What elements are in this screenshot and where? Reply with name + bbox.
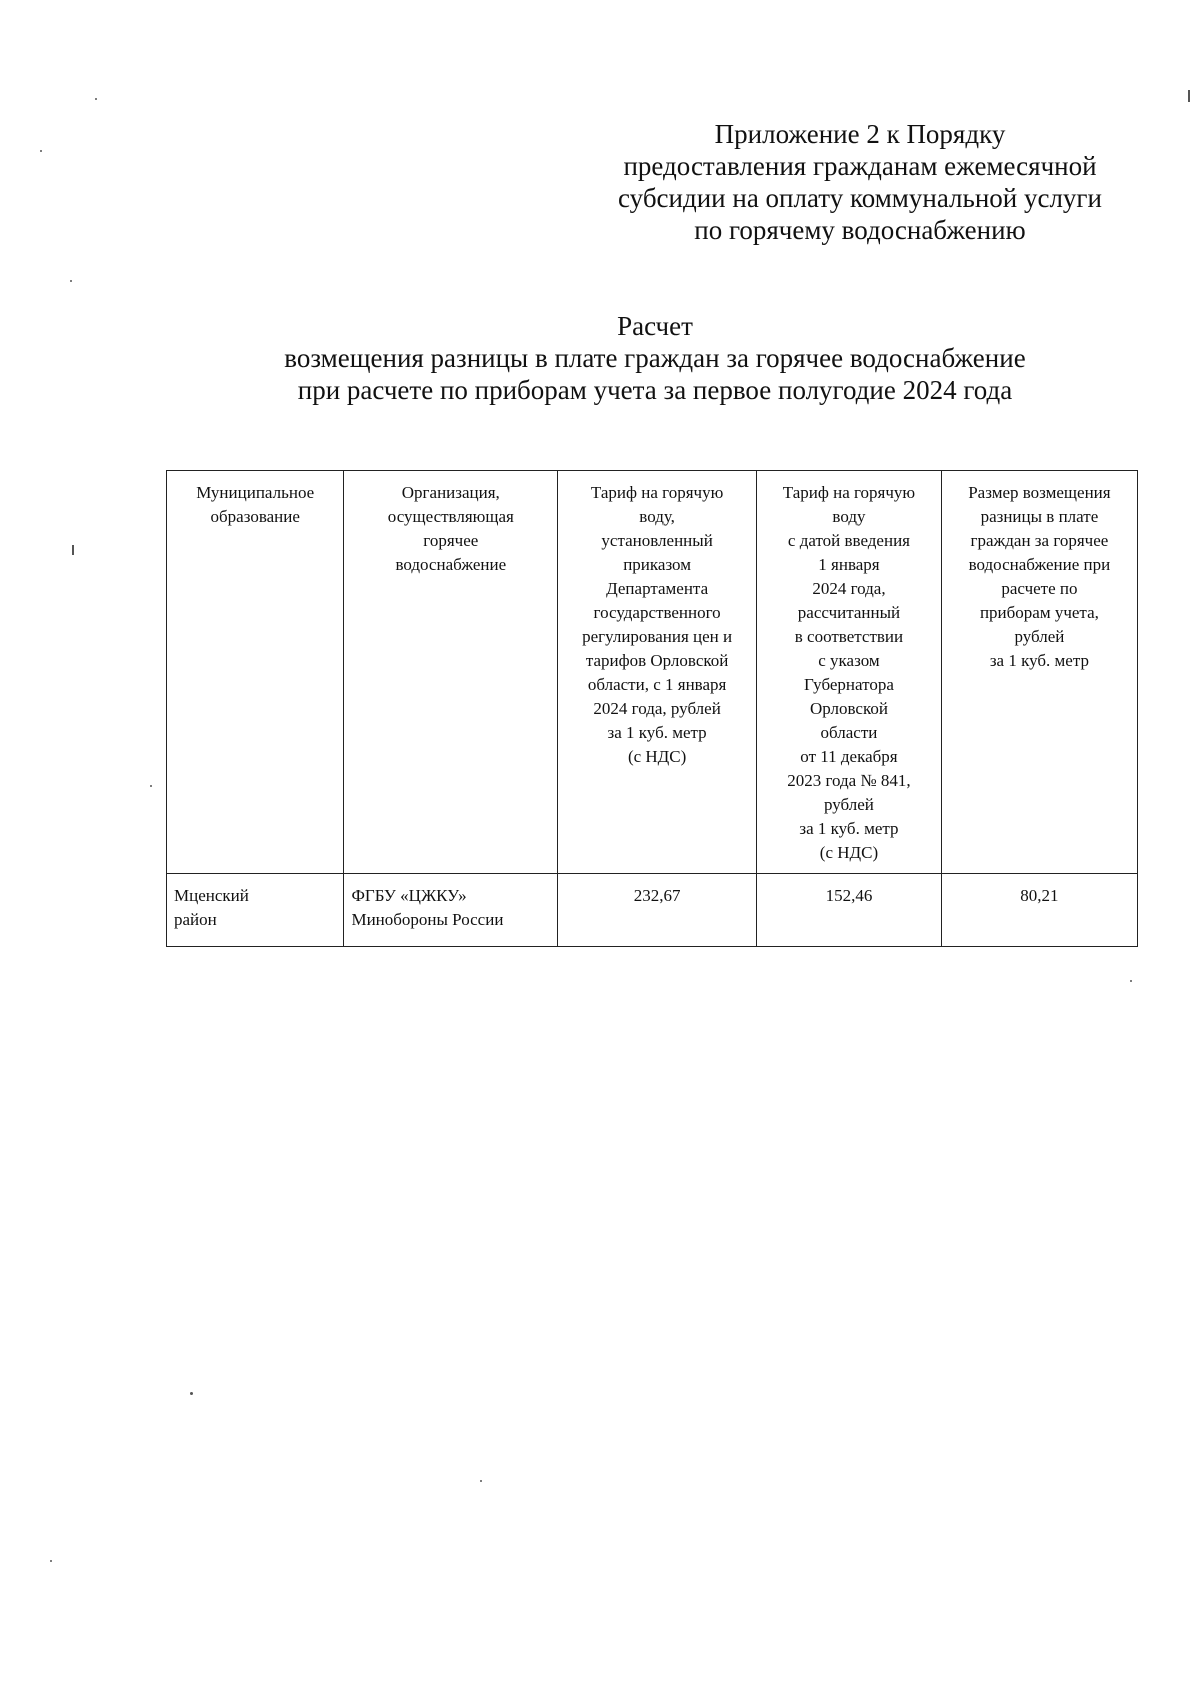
header-line: Тариф на горячую [782, 483, 916, 502]
cell-tariff-department: 232,67 [558, 874, 757, 947]
cell-organization [344, 874, 558, 947]
cell-line: район [174, 910, 217, 929]
header-line: рублей [824, 795, 874, 814]
header-line: 2024 года, [812, 579, 886, 598]
header-line: Губернатора [804, 675, 894, 694]
header-line: за 1 куб. метр [989, 651, 1089, 670]
header-municipality [167, 471, 344, 874]
header-line: 2023 года № 841, [787, 771, 911, 790]
header-line: граждан за горячее [970, 531, 1109, 550]
appendix-line: по горячему водоснабжению [694, 215, 1026, 245]
header-line: области [820, 723, 878, 742]
header-line: области, с 1 января [587, 675, 727, 694]
header-line: водоснабжение при [968, 555, 1111, 574]
header-line: (с НДС) [627, 747, 687, 766]
header-line: тарифов Орловской [585, 651, 729, 670]
title-line: возмещения разницы в плате граждан за горячее водоснабжение [284, 343, 1026, 373]
header-line: Тариф на горячую [590, 483, 724, 502]
title-line: Расчет [617, 311, 693, 341]
scan-speck [50, 1560, 52, 1562]
appendix-line: предоставления гражданам ежемесячной [623, 151, 1097, 181]
header-line: горячее [423, 531, 479, 550]
header-line: установленный [601, 531, 713, 550]
header-compensation [941, 471, 1137, 874]
header-line: 1 января [818, 555, 880, 574]
header-line: 2024 года, рублей [593, 699, 721, 718]
header-line: воду [832, 507, 866, 526]
header-line: воду, [639, 507, 675, 526]
header-line: рублей [1014, 627, 1065, 646]
cell-compensation: 80,21 [941, 874, 1137, 947]
header-line: Размер возмещения [968, 483, 1111, 502]
header-line: регулирования цен и [582, 627, 733, 646]
scan-speck [72, 545, 74, 555]
header-line: приказом [623, 555, 691, 574]
cell-tariff-governor: 152,46 [757, 874, 942, 947]
header-line: государственного [593, 603, 721, 622]
scan-speck [40, 150, 42, 152]
appendix-line: Приложение 2 к Порядку [714, 119, 1006, 149]
appendix-line: субсидии на оплату коммунальной услуги [618, 183, 1102, 213]
scan-speck [70, 280, 72, 282]
header-line: приборам учета, [979, 603, 1099, 622]
header-line: разницы в плате [980, 507, 1099, 526]
header-line: с указом [818, 651, 880, 670]
header-line: Департамента [606, 579, 709, 598]
header-tariff-governor [757, 471, 942, 874]
header-line: расчете по [1001, 579, 1078, 598]
document-title [230, 310, 1080, 406]
table-header-row [167, 471, 1138, 874]
table-row [167, 874, 1138, 947]
calculation-table [166, 470, 1138, 947]
scan-speck [1188, 90, 1190, 102]
cell-line: Мценский [174, 886, 249, 905]
header-line: (с НДС) [819, 843, 879, 862]
scan-speck [150, 785, 152, 787]
cell-line: ФГБУ «ЦЖКУ» [351, 886, 467, 905]
header-line: в соответствии [794, 627, 904, 646]
header-line: водоснабжение [395, 555, 507, 574]
header-line: за 1 куб. метр [799, 819, 899, 838]
header-line: от 11 декабря [800, 747, 898, 766]
header-line: Муниципальное [196, 483, 315, 502]
header-line: за 1 куб. метр [607, 723, 707, 742]
cell-municipality [167, 874, 344, 947]
scan-speck [1130, 980, 1132, 982]
header-line: рассчитанный [797, 603, 901, 622]
header-line: с датой введения [787, 531, 910, 550]
header-line: образование [210, 507, 300, 526]
header-organization [344, 471, 558, 874]
header-line: Организация, [401, 483, 500, 502]
cell-line: Минобороны России [351, 910, 504, 929]
scan-speck [480, 1480, 482, 1482]
title-line: при расчете по приборам учета за первое полугодие 2024 года [297, 375, 1013, 405]
header-line: осуществляющая [387, 507, 514, 526]
header-line: Орловской [809, 699, 888, 718]
scan-speck [95, 98, 97, 100]
header-tariff-department [558, 471, 757, 874]
appendix-heading [600, 118, 1120, 246]
scan-speck [190, 1392, 193, 1395]
